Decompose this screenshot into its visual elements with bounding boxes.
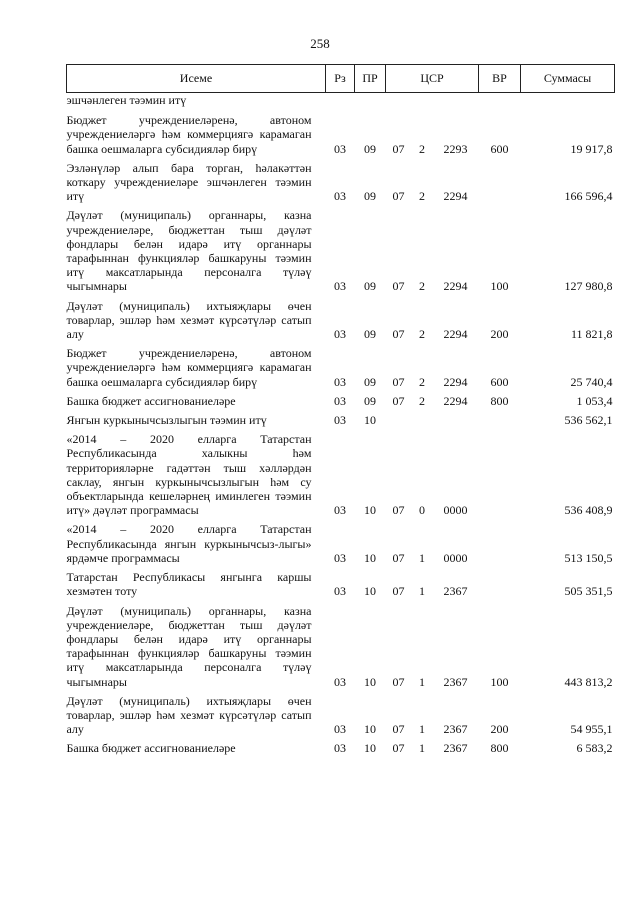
row-csr-program-cell: 07 bbox=[392, 141, 405, 156]
row-csr-subprogram-cell: 2 bbox=[419, 189, 425, 204]
row-vr-cell: 600 bbox=[490, 374, 509, 389]
row-name-cell: «2014 – 2020 елларга Татарстан Республикасында янгын куркынычсыз-лыгы» ярдәмче программасы bbox=[66, 522, 312, 565]
row-sum-cell: 166 596,4 bbox=[564, 189, 613, 204]
row-rz-cell: 03 bbox=[334, 279, 346, 294]
row-name-cell: Дәүләт (муниципаль) органнары, казна учреждениеләре, бюджеттан тыш дәүләт фондлары белән идарә итү органнары тарафыннан функцияләр башкаруны тәэмин итү максатларында персоналга түләү чыгымнары bbox=[66, 603, 312, 689]
row-csr-subprogram-cell: 1 bbox=[419, 550, 425, 565]
row-csr-program-cell bbox=[386, 93, 412, 112]
row-pr-cell: 10 bbox=[364, 413, 376, 428]
row-vr-cell: 100 bbox=[490, 674, 509, 689]
row-csr-program-cell: 07 bbox=[392, 393, 405, 408]
row-csr-code-cell: 2367 bbox=[443, 741, 468, 756]
row-csr-code-cell bbox=[433, 93, 479, 112]
row-pr-cell: 09 bbox=[364, 189, 376, 204]
budget-table-container bbox=[66, 64, 614, 759]
header-sum: Суммасы bbox=[521, 65, 615, 93]
row-rz-cell: 03 bbox=[334, 503, 346, 518]
row-sum-cell: 505 351,5 bbox=[564, 584, 613, 599]
row-pr-cell: 10 bbox=[364, 741, 376, 756]
row-rz-cell: 03 bbox=[334, 722, 346, 737]
row-rz-cell: 03 bbox=[334, 741, 346, 756]
row-name-cell: Бюджет учреждениеләренә, автоном учреждениеләргә һәм коммерциягә карамаган башка оешмаларга субсидияләр бирү bbox=[66, 346, 312, 389]
row-csr-subprogram-cell bbox=[412, 411, 433, 430]
table-row bbox=[67, 411, 615, 430]
row-vr-cell: 200 bbox=[490, 722, 509, 737]
row-sum-cell: 536 408,9 bbox=[564, 503, 613, 518]
row-vr-cell bbox=[479, 93, 521, 112]
table-header bbox=[67, 65, 615, 93]
row-csr-subprogram-cell bbox=[412, 93, 433, 112]
row-vr-cell: 100 bbox=[490, 279, 509, 294]
row-name-cell: эшчәнлеген тәэмин итү bbox=[66, 93, 187, 107]
table-row bbox=[67, 93, 615, 112]
row-csr-subprogram-cell: 2 bbox=[419, 141, 425, 156]
table-row bbox=[67, 602, 615, 692]
row-pr-cell: 10 bbox=[364, 550, 376, 565]
row-pr-cell: 09 bbox=[364, 327, 376, 342]
row-name-cell: «2014 – 2020 елларга Татарстан Республикасында халыкны һәм территорияләрне гадәттән тыш хәлләрдән саклау, янгын куркынычсызлыгын һәм су объектларында кешеләрнең иминлеген тәэмин итү» дәүләт программасы bbox=[66, 432, 312, 518]
row-sum-cell: 1 053,4 bbox=[576, 393, 613, 408]
row-rz-cell: 03 bbox=[334, 550, 346, 565]
header-name: Исеме bbox=[67, 65, 326, 93]
row-csr-program-cell: 07 bbox=[392, 674, 405, 689]
row-csr-subprogram-cell: 2 bbox=[419, 327, 425, 342]
row-name-cell: Дәүләт (муниципаль) ихтыяҗлары өчен товарлар, эшләр һәм хезмәт күрсәтүләр сатып алу bbox=[66, 298, 312, 342]
header-vr: ВР bbox=[479, 65, 521, 93]
row-csr-program-cell bbox=[386, 411, 412, 430]
header-pr: ПР bbox=[355, 65, 386, 93]
row-rz-cell: 03 bbox=[334, 327, 346, 342]
row-vr-cell bbox=[479, 430, 521, 520]
row-pr-cell: 09 bbox=[364, 374, 376, 389]
row-sum-cell: 54 955,1 bbox=[570, 722, 613, 737]
row-csr-code-cell: 2367 bbox=[443, 674, 468, 689]
row-csr-program-cell: 07 bbox=[392, 374, 405, 389]
row-name-cell: Башка бюджет ассигнованиеләре bbox=[66, 393, 236, 408]
table-row bbox=[67, 206, 615, 296]
row-sum-cell: 127 980,8 bbox=[564, 279, 613, 294]
row-csr-subprogram-cell: 1 bbox=[419, 741, 425, 756]
row-csr-code-cell bbox=[433, 411, 479, 430]
row-csr-code-cell: 2294 bbox=[443, 327, 468, 342]
row-sum-cell: 513 150,5 bbox=[564, 550, 613, 565]
row-csr-subprogram-cell: 2 bbox=[419, 393, 425, 408]
table-row bbox=[67, 297, 615, 345]
table-row bbox=[67, 520, 615, 568]
row-name-cell: Башка бюджет ассигнованиеләре bbox=[66, 741, 236, 756]
row-rz-cell: 03 bbox=[334, 141, 346, 156]
row-vr-cell bbox=[479, 159, 521, 207]
row-csr-subprogram-cell: 0 bbox=[419, 503, 425, 518]
row-name-cell: Дәүләт (муниципаль) ихтыяҗлары өчен товарлар, эшләр һәм хезмәт күрсәтүләр сатып алу bbox=[66, 693, 312, 737]
row-name-cell: Татарстан Республикасы янгынга каршы хезмәтен тоту bbox=[66, 570, 312, 599]
row-pr-cell: 09 bbox=[364, 279, 376, 294]
row-csr-program-cell: 07 bbox=[392, 550, 405, 565]
row-csr-program-cell: 07 bbox=[392, 327, 405, 342]
header-rz: Рз bbox=[326, 65, 355, 93]
row-csr-code-cell: 0000 bbox=[443, 503, 468, 518]
row-name-cell: Янгын куркынычсызлыгын тәэмин итү bbox=[66, 413, 267, 428]
table-row bbox=[67, 739, 615, 758]
row-pr-cell: 09 bbox=[364, 141, 376, 156]
row-csr-subprogram-cell: 1 bbox=[419, 722, 425, 737]
row-csr-subprogram-cell: 1 bbox=[419, 674, 425, 689]
row-pr-cell bbox=[355, 93, 386, 112]
row-name-cell: Эзләнүләр алып бара торган, һәлакәттән коткару учреждениеләре эшчәнлеген тәэмин итү bbox=[66, 160, 312, 204]
row-csr-code-cell: 2294 bbox=[443, 279, 468, 294]
row-csr-subprogram-cell: 2 bbox=[419, 374, 425, 389]
row-csr-subprogram-cell: 1 bbox=[419, 584, 425, 599]
row-csr-code-cell: 2294 bbox=[443, 374, 468, 389]
row-csr-code-cell: 2294 bbox=[443, 189, 468, 204]
row-vr-cell: 800 bbox=[490, 741, 509, 756]
row-rz-cell: 03 bbox=[334, 584, 346, 599]
row-pr-cell: 10 bbox=[364, 503, 376, 518]
row-csr-code-cell: 2293 bbox=[443, 141, 468, 156]
row-vr-cell: 600 bbox=[490, 141, 509, 156]
row-pr-cell: 10 bbox=[364, 584, 376, 599]
row-sum-cell: 536 562,1 bbox=[564, 413, 613, 428]
row-vr-cell bbox=[479, 520, 521, 568]
row-vr-cell bbox=[479, 568, 521, 601]
row-sum-cell: 19 917,8 bbox=[570, 141, 613, 156]
table-row bbox=[67, 430, 615, 520]
page-number: 258 bbox=[310, 36, 330, 51]
table-row bbox=[67, 344, 615, 392]
table-row bbox=[67, 111, 615, 159]
row-pr-cell: 10 bbox=[364, 674, 376, 689]
row-csr-program-cell: 07 bbox=[392, 189, 405, 204]
row-name-cell: Бюджет учреждениеләренә, автоном учреждениеләргә һәм коммерциягә карамаган башка оешмаларга субсидияләр бирү bbox=[66, 113, 312, 156]
row-sum-cell: 25 740,4 bbox=[570, 374, 613, 389]
table-row bbox=[67, 692, 615, 740]
row-csr-code-cell: 2367 bbox=[443, 584, 468, 599]
row-sum-cell: 443 813,2 bbox=[564, 674, 613, 689]
table-row bbox=[67, 159, 615, 207]
table-row bbox=[67, 392, 615, 411]
header-csr: ЦСР bbox=[386, 65, 479, 93]
row-csr-program-cell: 07 bbox=[392, 722, 405, 737]
row-sum-cell: 6 583,2 bbox=[576, 741, 613, 756]
row-vr-cell bbox=[479, 411, 521, 430]
row-csr-program-cell: 07 bbox=[392, 503, 405, 518]
row-csr-subprogram-cell: 2 bbox=[419, 279, 425, 294]
row-sum-cell: 11 821,8 bbox=[570, 327, 613, 342]
budget-table bbox=[66, 64, 615, 759]
row-pr-cell: 10 bbox=[364, 722, 376, 737]
table-row bbox=[67, 568, 615, 601]
row-csr-program-cell: 07 bbox=[392, 741, 405, 756]
row-csr-program-cell: 07 bbox=[392, 279, 405, 294]
row-rz-cell: 03 bbox=[334, 674, 346, 689]
row-rz-cell: 03 bbox=[334, 189, 346, 204]
row-csr-code-cell: 2294 bbox=[443, 393, 468, 408]
row-vr-cell: 800 bbox=[490, 393, 509, 408]
row-rz-cell: 03 bbox=[334, 413, 346, 428]
row-csr-program-cell: 07 bbox=[392, 584, 405, 599]
row-name-cell: Дәүләт (муниципаль) органнары, казна учреждениеләре, бюджеттан тыш дәүләт фондлары белән идарә итү органнары тарафыннан функцияләр башкаруны тәэмин итү максатларында персоналга түләү чыгымнары bbox=[66, 208, 312, 294]
row-sum-cell bbox=[521, 93, 615, 112]
row-rz-cell bbox=[326, 93, 355, 112]
row-csr-code-cell: 0000 bbox=[443, 550, 468, 565]
table-body bbox=[67, 93, 615, 759]
row-rz-cell: 03 bbox=[334, 374, 346, 389]
row-vr-cell: 200 bbox=[490, 327, 509, 342]
row-rz-cell: 03 bbox=[334, 393, 346, 408]
row-pr-cell: 09 bbox=[364, 393, 376, 408]
row-csr-code-cell: 2367 bbox=[443, 722, 468, 737]
